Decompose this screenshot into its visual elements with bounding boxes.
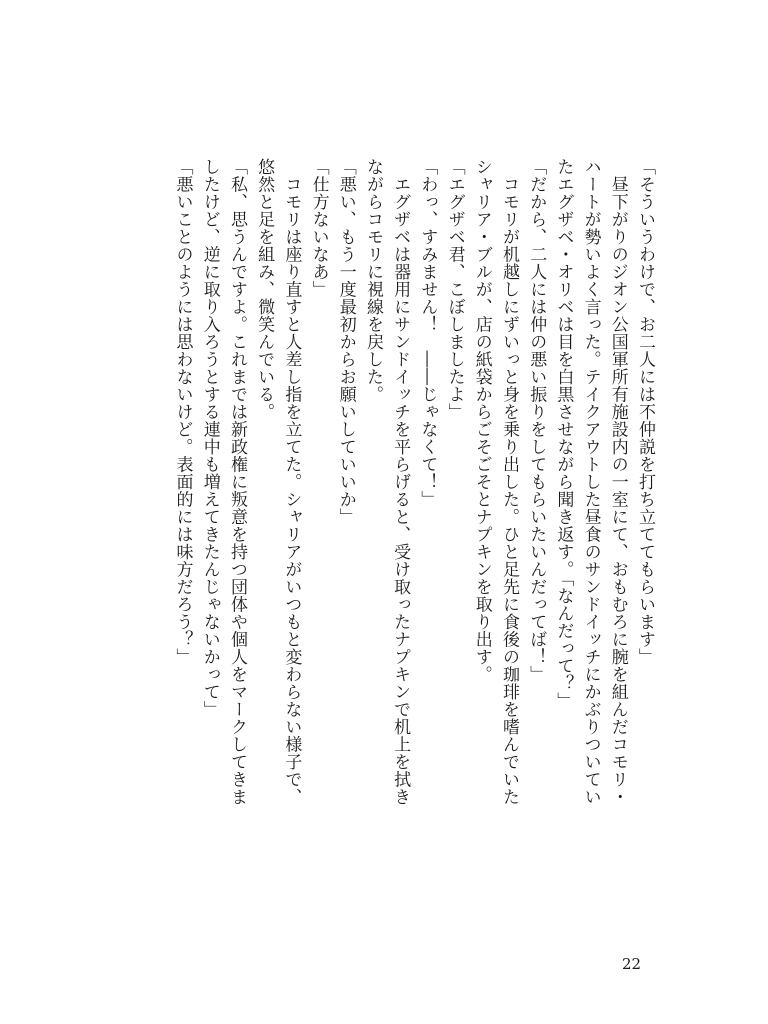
text-line: シャリア・ブルが、店の紙袋からごそごそとナプキンを取り出す。 (471, 158, 492, 683)
text-line: 「エグザベ君、こぼしましたよ」 (444, 158, 465, 421)
text-line: 悠然と足を組み、微笑んでいる。 (254, 158, 275, 421)
text-line: 昼下がりのジオン公国軍所有施設内の一室にて、おもむろに腕を組んだコモリ・ (607, 158, 628, 806)
text-line: コモリは座り直すと人差し指を立てた。シャリアがいつもと変わらない様子で、 (281, 158, 302, 806)
text-line: 「わっ、すみません！ ――じゃなくて！」 (417, 158, 438, 508)
text-line: コモリが机越しにずいっと身を乗り出した。ひと足先に食後の珈琲を嗜んでいた (498, 158, 519, 806)
text-line: したけど、逆に取り入ろうとする連中も増えてきたんじゃないかって」 (199, 158, 220, 718)
text-line: ながらコモリに視線を戻した。 (362, 158, 383, 403)
text-line: 「私、思うんですよ。これまでは新政権に叛意を持つ団体や個人をマークしてきま (226, 158, 247, 806)
text-line: 「そういうわけで、お二人には不仲説を打ち立ててもらいます」 (635, 158, 655, 666)
text-line: 「だから、二人には仲の悪い振りをしてもらいたいんだってば！」 (526, 158, 547, 683)
text-line: 「仕方ないなあ」 (308, 158, 329, 298)
text-line: ハートが勢いよく言った。テイクアウトした昼食のサンドイッチにかぶりついてい (580, 158, 601, 806)
text-line: エグザベは器用にサンドイッチを平らげると、受け取ったナプキンで机上を拭き (390, 158, 411, 806)
vertical-text-body (168, 158, 658, 858)
text-line: たエグザベ・オリベは目を白黒させながら聞き返す。「なんだって？」 (553, 158, 574, 710)
text-line: 「悪いことのようには思わないけど。表面的には味方だろう？」 (172, 158, 193, 666)
text-line: 「悪い、もう一度最初からお願いしていいか」 (335, 158, 356, 526)
page-number: 22 (622, 955, 642, 973)
